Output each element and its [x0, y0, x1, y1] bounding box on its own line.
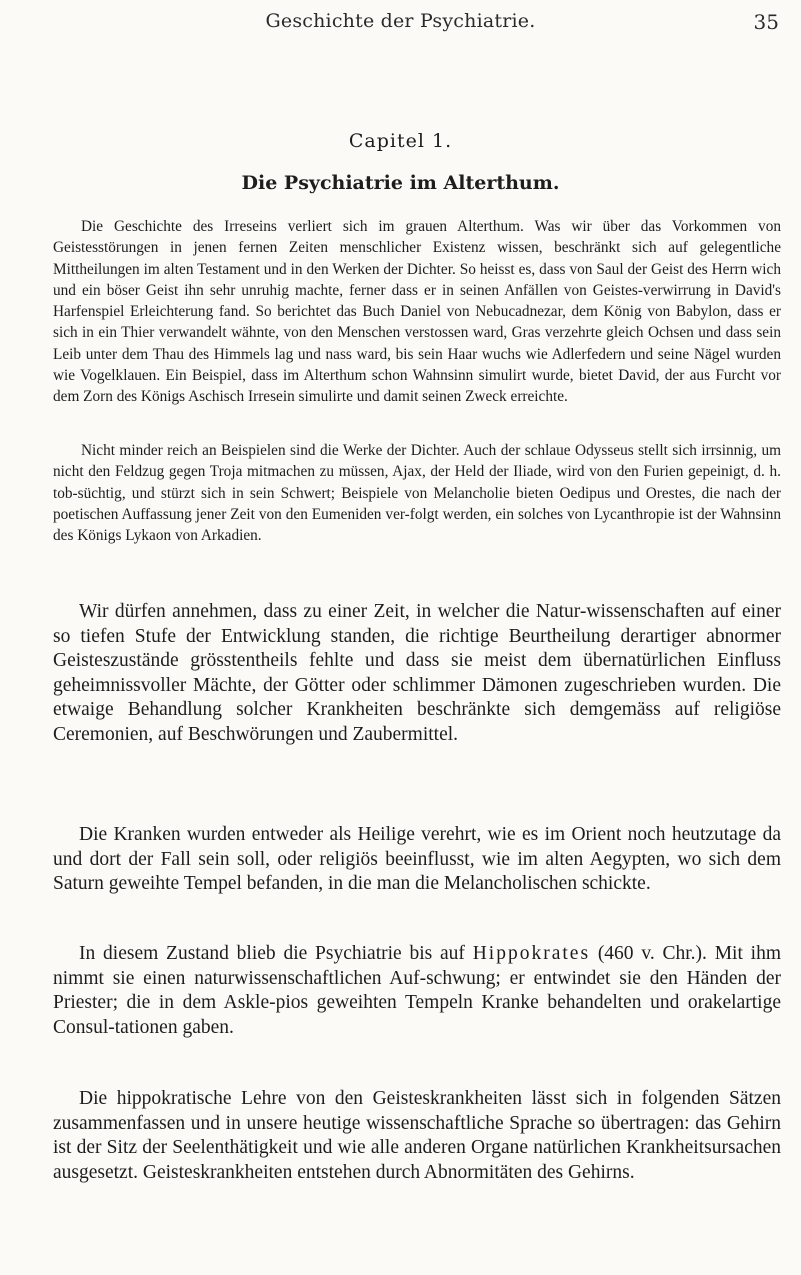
hippokrates-name: Hippokrates	[472, 943, 591, 964]
running-head	[0, 10, 801, 40]
paragraph-2: Nicht minder reich an Beispielen sind die Werke der Dichter. Auch der schlaue Odysseus stellt sich irrsinnig, um nicht den Feldzug gegen Troja mitmachen zu müssen, Ajax, der Held der Iliade, wird von den Furien gepeinigt, d. h. tob-süchtig, und stürzt sich in sein Schwert; Beispiele von Melancholie bieten Oedipus und Orestes, die nach der poetischen Auffassung jener Zeit von den Eumeniden ver-folgt werden, ein solches von Lycanthropie ist der Wahnsinn des Königs Lykaon von Arkadien.	[53, 442, 781, 545]
page-number: 35	[753, 10, 779, 34]
paragraph-4: Die Kranken wurden entweder als Heilige verehrt, wie es im Orient noch heutzutage da und dort der Fall sein soll, oder religiös beeinflusst, wie im alten Aegypten, wo sich dem Saturn geweihte Tempel befanden, in die man die Melancholischen schickte.	[53, 824, 781, 895]
chapter-title: Die Psychiatrie im Alterthum.	[241, 172, 560, 194]
paragraph-5-text-start: In diesem Zustand blieb die Psychiatrie bis auf	[79, 943, 473, 964]
running-title: Geschichte der Psychiatrie.	[265, 10, 536, 32]
paragraph-1: Die Geschichte des Irreseins verliert sich im grauen Alterthum. Was wir über das Vorkommen von Geistesstörungen in jenen fernen Zeiten menschlicher Existenz wissen, beschränkt sich auf gelegentliche Mittheilungen im alten Testament und in den Werken der Dichter. So heisst es, dass von Saul der Geist des Herrn wich und ein böser Geist ihn sehr unruhig machte, ferner dass er in seinen Anfällen von Geistes-verwirrung in David's Harfenspiel Erleichterung fand. So berichtet das Buch Daniel von Nebucadnezar, dem König von Babylon, dass er sich in ein Thier verwandelt wähnte, von den Menschen verstossen ward, Gras verzehrte gleich Ochsen und dass sein Leib unter dem Thau des Himmels lag und nass ward, bis sein Haar wuchs wie Adlerfedern und seine Nägel wurden wie Vogelklauen. Ein Beispiel, dass im Alterthum schon Wahnsinn simulirt wurde, bietet David, der aus Furcht vor dem Zorn des Königs Aschisch Irresein simulirte und damit seinen Zweck erreichte.	[53, 218, 781, 406]
paragraph-5	[53, 942, 781, 1040]
paragraph-6: Die hippokratische Lehre von den Geisteskrankheiten lässt sich in folgenden Sätzen zusammenfassen und in unsere heutige wissenschaftliche Sprache so übertragen: das Gehirn ist der Sitz der Seelenthätigkeit und wie alle anderen Organe natürlichen Krankheitsursachen ausgesetzt. Geisteskrankheiten entstehen durch Abnormitäten des Gehirns.	[53, 1088, 781, 1183]
chapter-label: Capitel 1.	[348, 130, 453, 152]
paragraph-3: Wir dürfen annehmen, dass zu einer Zeit, in welcher die Natur-wissenschaften auf einer so tiefen Stufe der Entwicklung standen, die richtige Beurtheilung derartiger abnormer Geisteszustände grösstentheils fehlte und dass sie meist dem übernatürlichen Einfluss geheimnissvoller Mächte, der Götter oder schlimmer Dämonen zugeschrieben wurden. Die etwaige Behandlung solcher Krankheiten beschränkte sich demgemäss auf religiöse Ceremonien, auf Beschwörungen und Zaubermittel.	[53, 601, 781, 745]
paragraph-5-text-end: (460 v. Chr.). Mit ihm nimmt sie einen naturwissenschaftlichen Auf-schwung; er entwindet sie den Händen der Priester; die in dem Askle-pios geweihten Tempeln Kranke behandelten und orakelartige Consul-tationen gaben.	[53, 943, 781, 1038]
